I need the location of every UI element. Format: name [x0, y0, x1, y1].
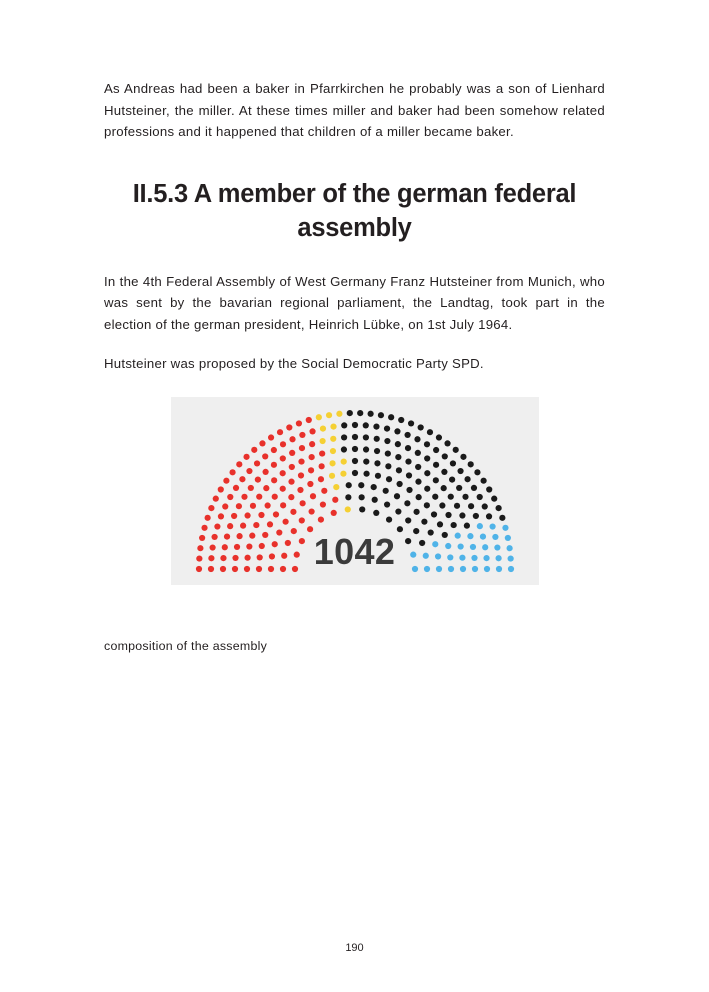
seat-dot	[404, 500, 410, 506]
paragraph-body-1: In the 4th Federal Assembly of West Germany Franz Hutsteiner from Munich, who was sent by the bavarian regional parliament, the Landtag, took part in the election of the german president, Heinrich Lübke, on 1st July 1964.	[104, 273, 605, 332]
seat-dot	[362, 434, 368, 440]
seat-dot	[495, 505, 501, 511]
seat-dot	[384, 450, 390, 456]
seat-dot	[407, 420, 413, 426]
seat-dot	[290, 508, 296, 514]
seat-dot	[279, 485, 285, 491]
seat-dot	[395, 508, 401, 514]
seat-dot	[244, 512, 250, 518]
seat-dot	[439, 502, 445, 508]
seat-dot	[414, 436, 420, 442]
seat-dot	[423, 502, 429, 508]
seat-dot	[279, 470, 285, 476]
seat-dot	[476, 523, 482, 529]
seat-dot	[470, 484, 476, 490]
seat-dot	[340, 470, 346, 476]
seat-dot	[449, 460, 455, 466]
seat-dot	[358, 494, 364, 500]
seat-dot	[262, 468, 268, 474]
seat-dot	[330, 509, 336, 515]
seat-dot	[383, 501, 389, 507]
seat-dot	[384, 437, 390, 443]
seat-dot	[307, 480, 313, 486]
seat-dot	[424, 485, 430, 491]
assembly-diagram	[171, 397, 539, 585]
seat-dot	[333, 484, 339, 490]
seat-dot	[435, 434, 441, 440]
seat-dot	[319, 425, 325, 431]
seat-dot	[251, 446, 257, 452]
page-title: II.5.3 A member of the german federal assembly	[132, 179, 577, 242]
seat-dot	[417, 424, 423, 430]
seat-dot	[351, 469, 357, 475]
seat-dot	[288, 478, 294, 484]
seat-dot	[351, 421, 357, 427]
seat-dot	[396, 480, 402, 486]
seat-dot	[328, 472, 334, 478]
seat-dot	[374, 472, 380, 478]
seat-dot	[319, 501, 325, 507]
seat-dot	[227, 523, 233, 529]
seat-dot	[491, 495, 497, 501]
seat-dot	[239, 476, 245, 482]
seat-dot	[247, 484, 253, 490]
seat-dot	[433, 446, 439, 452]
seat-dot	[449, 476, 455, 482]
seat-dot	[246, 467, 252, 473]
seat-dot	[315, 414, 321, 420]
seat-dot	[432, 493, 438, 499]
seat-dot	[229, 469, 235, 475]
seat-dot	[472, 512, 478, 518]
page-number: 190	[345, 942, 364, 954]
seat-dot	[262, 453, 268, 459]
seat-dot	[406, 486, 412, 492]
seat-dot	[231, 512, 237, 518]
seat-dot	[405, 458, 411, 464]
seat-dot	[266, 521, 272, 527]
seat-dot	[489, 523, 495, 529]
seat-dot	[201, 524, 207, 530]
seat-dot	[223, 477, 229, 483]
seat-dot	[309, 441, 315, 447]
seat-dot	[297, 486, 303, 492]
seat-dot	[289, 449, 295, 455]
seat-dot	[319, 437, 325, 443]
seat-dot	[394, 428, 400, 434]
seat-dot	[362, 422, 368, 428]
seat-dot	[298, 445, 304, 451]
seat-dot	[413, 508, 419, 514]
seat-dot	[463, 522, 469, 528]
seat-dot	[295, 420, 301, 426]
seat-dot	[415, 478, 421, 484]
seat-dot	[440, 485, 446, 491]
seat-dot	[385, 516, 391, 522]
seat-dot	[453, 502, 459, 508]
seat-dot	[279, 455, 285, 461]
seat-dot	[441, 453, 447, 459]
seat-dot	[272, 511, 278, 517]
seat-dot	[345, 482, 351, 488]
seat-dot	[481, 503, 487, 509]
seat-dot	[270, 446, 276, 452]
seat-dot	[298, 517, 304, 523]
seat-dot	[415, 494, 421, 500]
seat-dot	[357, 409, 363, 415]
seat-dot	[459, 512, 465, 518]
seat-dot	[340, 458, 346, 464]
seat-dot	[362, 446, 368, 452]
seat-dot	[299, 500, 305, 506]
seat-dot	[259, 440, 265, 446]
seat-dot	[363, 458, 369, 464]
seat-dot	[499, 514, 505, 520]
seat-dot	[208, 505, 214, 511]
seat-dot	[405, 472, 411, 478]
seat-dot	[341, 434, 347, 440]
seat-dot	[308, 454, 314, 460]
seat-dot	[258, 511, 264, 517]
seat-dot	[415, 463, 421, 469]
seat-dot	[243, 453, 249, 459]
seat-dot	[363, 470, 369, 476]
seat-dot	[305, 416, 311, 422]
seat-dot	[307, 467, 313, 473]
seat-dot	[263, 485, 269, 491]
seat-dot	[385, 463, 391, 469]
seat-dot	[424, 455, 430, 461]
seat-dot	[222, 503, 228, 509]
seat-dot	[444, 440, 450, 446]
seat-dot	[249, 502, 255, 508]
seat-dot	[485, 513, 491, 519]
seat-dot	[404, 431, 410, 437]
seat-dot	[332, 496, 338, 502]
seat-dot	[382, 487, 388, 493]
paragraph-body-2: Hutsteiner was proposed by the Social Democratic Party SPD.	[104, 356, 484, 371]
seat-dot	[336, 410, 342, 416]
seat-dot	[309, 428, 315, 434]
seat-dot	[474, 469, 480, 475]
seat-dot	[330, 423, 336, 429]
paragraph-intro: As Andreas had been a baker in Pfarrkirchen he probably was a son of Lienhard Hutsteiner, the miller. At these times miller and baker had been somehow related professions and it happened that children of a miller became baker.	[104, 81, 605, 139]
seat-dot	[486, 486, 492, 492]
seat-dot	[456, 484, 462, 490]
seat-dot	[373, 435, 379, 441]
seat-dot	[227, 493, 233, 499]
seat-dot	[321, 487, 327, 493]
seat-dot	[351, 433, 357, 439]
seat-dot	[377, 412, 383, 418]
seat-dot	[388, 414, 394, 420]
seat-dot	[385, 476, 391, 482]
seat-dot	[264, 502, 270, 508]
seat-dot	[344, 506, 350, 512]
seat-dot	[371, 496, 377, 502]
seat-dot	[432, 461, 438, 467]
seat-dot	[329, 460, 335, 466]
seat-dot	[467, 461, 473, 467]
seat-dot	[445, 511, 451, 517]
seat-dot	[253, 460, 259, 466]
seat-dot	[289, 436, 295, 442]
seat-dot	[236, 461, 242, 467]
seat-dot	[426, 429, 432, 435]
seat-dot	[464, 476, 470, 482]
seat-dot	[288, 463, 294, 469]
seat-dot	[404, 445, 410, 451]
seat-dot	[341, 422, 347, 428]
seat-dot	[457, 467, 463, 473]
seat-dot	[271, 477, 277, 483]
seat-dot	[204, 514, 210, 520]
seat-dot	[394, 441, 400, 447]
seat-dot	[235, 503, 241, 509]
seat-dot	[373, 447, 379, 453]
seat-dot	[276, 429, 282, 435]
seat-dot	[383, 425, 389, 431]
seat-dot	[351, 445, 357, 451]
seat-dot	[254, 476, 260, 482]
seat-dot	[299, 431, 305, 437]
seat-dot	[271, 493, 277, 499]
seat-dot	[297, 472, 303, 478]
seat-dot	[430, 511, 436, 517]
seat-dot	[441, 468, 447, 474]
seat-dot	[317, 516, 323, 522]
seat-dot	[298, 458, 304, 464]
seat-dot	[432, 477, 438, 483]
seat-dot	[452, 446, 458, 452]
seat-dot	[317, 476, 323, 482]
seat-dot	[460, 453, 466, 459]
seat-dot	[288, 494, 294, 500]
seat-dot	[319, 450, 325, 456]
seat-dot	[367, 410, 373, 416]
seat-dot	[374, 460, 380, 466]
seat-dot	[330, 435, 336, 441]
seat-dot	[267, 434, 273, 440]
seat-dot	[279, 441, 285, 447]
seat-dot	[345, 494, 351, 500]
seat-dot	[212, 495, 218, 501]
seat-dot	[395, 454, 401, 460]
seat-dot	[346, 409, 352, 415]
seat-dot	[280, 502, 286, 508]
seat-dot	[373, 423, 379, 429]
seat-dot	[421, 518, 427, 524]
seat-dot	[447, 493, 453, 499]
seat-dot	[253, 521, 259, 527]
seat-dot	[256, 493, 262, 499]
seat-dot	[282, 518, 288, 524]
seat-dot	[405, 517, 411, 523]
seat-dot	[286, 424, 292, 430]
seat-dot	[318, 463, 324, 469]
seat-dot	[414, 449, 420, 455]
seat-dot	[241, 493, 247, 499]
seat-dot	[214, 523, 220, 529]
seat-dot	[308, 508, 314, 514]
seat-dot	[393, 493, 399, 499]
seat-dot	[325, 412, 331, 418]
seat-dot	[217, 513, 223, 519]
seat-dot	[232, 484, 238, 490]
seat-total-label: 1042	[313, 530, 396, 572]
seat-dot	[370, 484, 376, 490]
seat-dot	[450, 521, 456, 527]
page-content	[104, 78, 605, 656]
seat-dot	[502, 524, 508, 530]
seat-dot	[340, 446, 346, 452]
seat-dot	[467, 503, 473, 509]
figure-caption: composition of the assembly	[104, 638, 268, 653]
seat-dot	[462, 493, 468, 499]
seat-dot	[476, 493, 482, 499]
seat-dot	[423, 441, 429, 447]
seat-dot	[359, 506, 365, 512]
seat-dot	[329, 447, 335, 453]
seat-dot	[398, 416, 404, 422]
seat-dot	[217, 486, 223, 492]
seat-dot	[351, 457, 357, 463]
seat-dot	[424, 470, 430, 476]
figure-container	[104, 397, 605, 585]
seat-dot	[240, 522, 246, 528]
seat-dot	[270, 461, 276, 467]
seat-dot	[373, 509, 379, 515]
seat-dot	[480, 477, 486, 483]
seat-dot	[395, 467, 401, 473]
seat-dot	[358, 482, 364, 488]
seat-dot	[309, 493, 315, 499]
seat-dot	[436, 521, 442, 527]
